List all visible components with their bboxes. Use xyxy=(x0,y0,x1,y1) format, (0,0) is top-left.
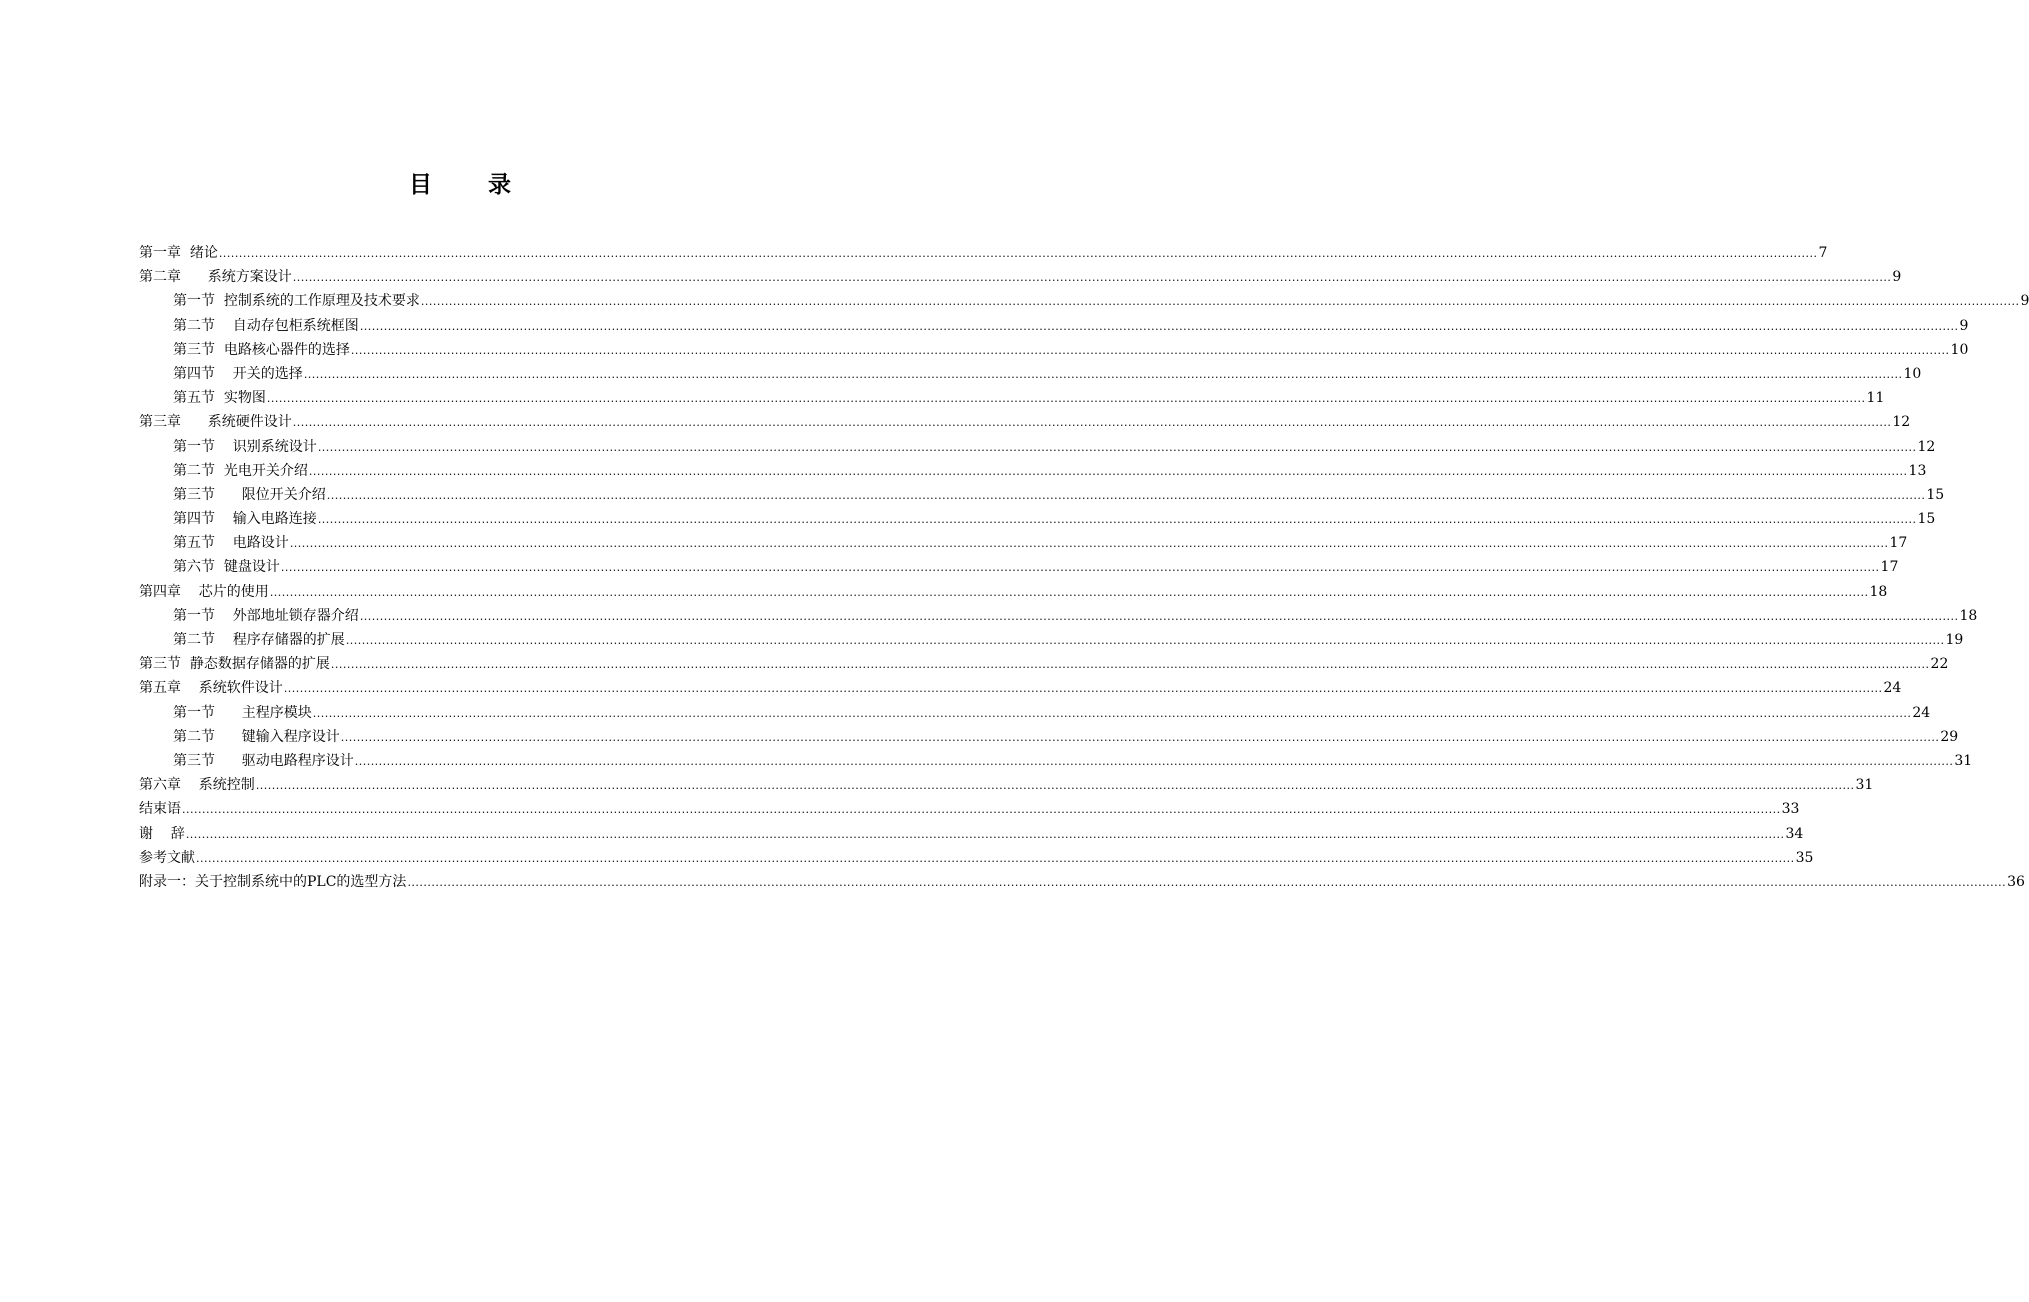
toc-dot-leader: ................................................................................................................................................................................................................................................................................................................................................................................................................ xyxy=(289,537,1889,551)
toc-dot-leader: ................................................................................................................................................................................................................................................................................................................................................................................................................ xyxy=(340,730,1940,744)
toc-page-number: 7 xyxy=(1818,245,1828,261)
toc-dot-leader: ................................................................................................................................................................................................................................................................................................................................................................................................................ xyxy=(354,754,1954,768)
toc-dot-leader: ................................................................................................................................................................................................................................................................................................................................................................................................................ xyxy=(317,513,1917,527)
toc-dot-leader: ................................................................................................................................................................................................................................................................................................................................................................................................................ xyxy=(283,682,1883,696)
toc-entry[interactable] xyxy=(139,314,1969,338)
toc-entry[interactable] xyxy=(139,652,1949,676)
toc-dot-leader: ................................................................................................................................................................................................................................................................................................................................................................................................................ xyxy=(317,440,1917,454)
toc-dot-leader: ................................................................................................................................................................................................................................................................................................................................................................................................................ xyxy=(280,561,1880,575)
toc-entry-label: 第三章 系统硬件设计 xyxy=(139,414,292,431)
toc-page-number: 9 xyxy=(1892,269,1902,286)
toc-entry-label: 结束语 xyxy=(139,801,181,818)
toc-page-number: 18 xyxy=(1959,607,1978,624)
toc-entry-label: 第六章 系统控制 xyxy=(139,777,255,794)
toc-dot-leader: ................................................................................................................................................................................................................................................................................................................................................................................................................ xyxy=(359,319,1959,333)
toc-dot-leader: ................................................................................................................................................................................................................................................................................................................................................................................................................ xyxy=(185,827,1785,841)
toc-page-number: 24 xyxy=(1883,680,1902,697)
toc-entry-label: 第五节 实物图 xyxy=(173,390,266,407)
toc-dot-leader: ................................................................................................................................................................................................................................................................................................................................................................................................................ xyxy=(303,367,1903,381)
toc-page-number: 24 xyxy=(1912,704,1931,721)
toc-entry[interactable] xyxy=(139,555,1899,579)
toc-entry-label: 第三节 电路核心器件的选择 xyxy=(173,341,350,358)
toc-entry[interactable] xyxy=(139,265,1902,289)
toc-entry[interactable] xyxy=(139,604,1978,628)
toc-entry-label: 第二节 程序存储器的扩展 xyxy=(173,632,345,648)
toc-page-number: 13 xyxy=(1908,462,1927,479)
toc-page-number: 10 xyxy=(1903,365,1922,382)
toc-entry-label: 参考文献 xyxy=(139,849,195,866)
toc-entry[interactable] xyxy=(139,846,1814,870)
toc-entry-label: 第一节 控制系统的工作原理及技术要求 xyxy=(173,293,420,310)
toc-page-number: 15 xyxy=(1917,511,1936,528)
toc-dot-leader: ................................................................................................................................................................................................................................................................................................................................................................................................................ xyxy=(312,706,1912,720)
toc-page-number: 11 xyxy=(1866,390,1885,407)
toc-dot-leader: ................................................................................................................................................................................................................................................................................................................................................................................................................ xyxy=(359,609,1959,623)
toc-entry[interactable] xyxy=(139,725,1959,749)
toc-entry-label: 第一章 绪论 xyxy=(139,245,218,261)
toc-entry[interactable] xyxy=(139,362,1922,386)
toc-entry[interactable] xyxy=(139,870,2025,894)
toc-page-number: 12 xyxy=(1892,414,1911,431)
toc-entry[interactable] xyxy=(139,241,1828,265)
toc-title: 目 录 xyxy=(408,172,535,198)
toc-dot-leader: ................................................................................................................................................................................................................................................................................................................................................................................................................ xyxy=(255,779,1855,793)
toc-entry-label: 第三节 限位开关介绍 xyxy=(173,486,326,503)
toc-entry-label: 第四章 芯片的使用 xyxy=(139,583,269,600)
toc-dot-leader: ................................................................................................................................................................................................................................................................................................................................................................................................................ xyxy=(308,464,1908,478)
toc-page-number: 9 xyxy=(1959,317,1969,334)
toc-entry[interactable] xyxy=(139,676,1902,700)
toc-page-number: 22 xyxy=(1930,656,1949,673)
toc-entry[interactable] xyxy=(139,531,1908,555)
toc-entry[interactable] xyxy=(139,386,1885,410)
toc-entry-label: 第三节 驱动电路程序设计 xyxy=(173,752,354,769)
toc-page-number: 17 xyxy=(1880,559,1899,576)
toc-page-number: 19 xyxy=(1945,632,1964,648)
toc-dot-leader: ................................................................................................................................................................................................................................................................................................................................................................................................................ xyxy=(218,247,1818,260)
toc-dot-leader: ................................................................................................................................................................................................................................................................................................................................................................................................................ xyxy=(196,851,1795,865)
toc-entry-label: 第一节 主程序模块 xyxy=(173,704,312,721)
toc-page-number: 18 xyxy=(1869,583,1888,600)
toc-page-number: 33 xyxy=(1781,801,1800,818)
toc-entry[interactable] xyxy=(139,773,1874,797)
toc-entry[interactable] xyxy=(139,822,1804,846)
toc-page-number: 34 xyxy=(1785,825,1804,842)
toc-entry-label: 第一节 识别系统设计 xyxy=(173,438,317,455)
toc-dot-leader: ................................................................................................................................................................................................................................................................................................................................................................................................................ xyxy=(407,875,2007,889)
toc-dot-leader: ................................................................................................................................................................................................................................................................................................................................................................................................................ xyxy=(292,271,1892,285)
toc-page-number: 36 xyxy=(2007,873,2025,890)
toc-entry[interactable] xyxy=(139,797,1800,821)
toc-entry-label: 第二节 自动存包柜系统框图 xyxy=(173,317,359,334)
toc-entry[interactable] xyxy=(139,749,1973,773)
toc-page-number: 10 xyxy=(1950,341,1969,358)
toc-dot-leader: ................................................................................................................................................................................................................................................................................................................................................................................................................ xyxy=(330,658,1930,672)
toc-dot-leader: ................................................................................................................................................................................................................................................................................................................................................................................................................ xyxy=(266,392,1866,406)
toc-entry[interactable] xyxy=(139,410,1911,434)
toc-entry-label: 谢 辞 xyxy=(139,825,185,842)
toc-dot-leader: ................................................................................................................................................................................................................................................................................................................................................................................................................ xyxy=(420,295,2020,309)
toc-entry-label: 第二节 光电开关介绍 xyxy=(173,462,308,479)
toc-entry-label: 第二章 系统方案设计 xyxy=(139,269,292,286)
toc-entry-label: 第四节 输入电路连接 xyxy=(173,511,317,528)
toc-page-number: 12 xyxy=(1917,438,1936,455)
toc-entry[interactable] xyxy=(139,338,1969,362)
toc-entry-label: 第二节 键输入程序设计 xyxy=(173,728,340,745)
toc-dot-leader: ................................................................................................................................................................................................................................................................................................................................................................................................................ xyxy=(182,803,1781,817)
toc-entry-label: 第五节 电路设计 xyxy=(173,535,289,552)
toc-page-number: 17 xyxy=(1889,535,1908,552)
toc-page-number: 31 xyxy=(1855,777,1874,794)
toc-page-number: 31 xyxy=(1954,752,1973,769)
toc-dot-leader: ................................................................................................................................................................................................................................................................................................................................................................................................................ xyxy=(292,416,1892,430)
table-of-contents xyxy=(139,241,2029,894)
toc-page-number: 15 xyxy=(1926,486,1945,503)
toc-entry[interactable] xyxy=(139,289,2029,313)
toc-page-number: 9 xyxy=(2020,293,2029,310)
toc-dot-leader: ................................................................................................................................................................................................................................................................................................................................................................................................................ xyxy=(326,488,1926,502)
toc-page-number: 35 xyxy=(1795,849,1814,866)
toc-entry[interactable] xyxy=(139,580,1888,604)
toc-entry-label: 第三节 静态数据存储器的扩展 xyxy=(139,656,330,673)
toc-entry[interactable] xyxy=(139,459,1927,483)
toc-dot-leader: ................................................................................................................................................................................................................................................................................................................................................................................................................ xyxy=(350,343,1950,357)
toc-entry-label: 第四节 开关的选择 xyxy=(173,365,303,382)
toc-entry-label: 附录一：关于控制系统中的PLC的选型方法 xyxy=(139,873,407,890)
toc-entry[interactable] xyxy=(139,507,1936,531)
toc-entry[interactable] xyxy=(139,628,1964,652)
toc-dot-leader: ................................................................................................................................................................................................................................................................................................................................................................................................................ xyxy=(345,634,1945,647)
toc-entry-label: 第六节 键盘设计 xyxy=(173,559,280,576)
toc-entry[interactable] xyxy=(139,701,1931,725)
toc-entry[interactable] xyxy=(139,435,1936,459)
toc-entry-label: 第五章 系统软件设计 xyxy=(139,680,283,697)
toc-entry-label: 第一节 外部地址锁存器介绍 xyxy=(173,607,359,624)
toc-page-number: 29 xyxy=(1940,728,1959,745)
toc-entry[interactable] xyxy=(139,483,1945,507)
toc-dot-leader: ................................................................................................................................................................................................................................................................................................................................................................................................................ xyxy=(269,585,1869,599)
